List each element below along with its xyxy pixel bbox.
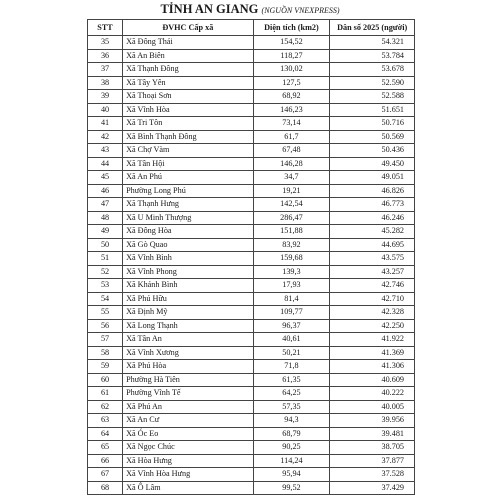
cell-stt: 54 [88,292,123,306]
cell-area: 118,27 [253,49,330,63]
cell-population: 40.609 [330,373,415,387]
cell-area: 64,25 [253,387,330,401]
cell-area: 81,4 [253,292,330,306]
table-row [88,441,415,455]
cell-area: 57,35 [253,400,330,414]
table-row [88,63,415,77]
cell-area: 127,5 [253,76,330,90]
cell-commune: Xã Óc Eo [123,427,253,441]
cell-stt: 51 [88,252,123,266]
table-row [88,346,415,360]
cell-commune: Xã Tân Hội [123,157,253,171]
cell-commune: Xã Long Thạnh [123,319,253,333]
table-row [88,144,415,158]
cell-commune: Xã An Cư [123,414,253,428]
cell-stt: 52 [88,265,123,279]
table-row [88,171,415,185]
cell-population: 46.773 [330,198,415,212]
table-row [88,117,415,131]
cell-population: 37.877 [330,454,415,468]
cell-area: 61,7 [253,130,330,144]
document-title: TỈNH AN GIANG [160,2,259,16]
table-row [88,360,415,374]
table-row [88,414,415,428]
cell-stt: 57 [88,333,123,347]
cell-stt: 48 [88,211,123,225]
cell-commune: Xã Thạnh Đông [123,63,253,77]
cell-commune: Xã Ngọc Chúc [123,441,253,455]
cell-area: 50,21 [253,346,330,360]
cell-stt: 59 [88,360,123,374]
cell-population: 45.282 [330,225,415,239]
cell-population: 42.746 [330,279,415,293]
cell-area: 71,8 [253,360,330,374]
table-row [88,265,415,279]
cell-area: 146,28 [253,157,330,171]
cell-area: 142,54 [253,198,330,212]
cell-commune: Xã Ô Lâm [123,481,253,495]
cell-commune: Xã Vĩnh Phong [123,265,253,279]
cell-stt: 67 [88,468,123,482]
cell-stt: 65 [88,441,123,455]
table-row [88,306,415,320]
table-header-row [88,20,415,36]
cell-commune: Xã Tây Yên [123,76,253,90]
cell-stt: 61 [88,387,123,401]
table-row [88,198,415,212]
cell-population: 40.222 [330,387,415,401]
cell-commune: Xã Thoại Sơn [123,90,253,104]
cell-area: 109,77 [253,306,330,320]
cell-stt: 43 [88,144,123,158]
cell-stt: 63 [88,414,123,428]
cell-commune: Xã Chợ Vàm [123,144,253,158]
cell-population: 40.005 [330,400,415,414]
table-row [88,252,415,266]
cell-area: 146,23 [253,103,330,117]
header-population: Dân số 2025 (người) [330,20,415,36]
cell-area: 130,02 [253,63,330,77]
cell-commune: Xã Đông Thái [123,36,253,50]
cell-population: 42.250 [330,319,415,333]
table-row [88,427,415,441]
cell-stt: 66 [88,454,123,468]
table-row [88,225,415,239]
cell-commune: Phường Hà Tiên [123,373,253,387]
cell-area: 95,94 [253,468,330,482]
cell-population: 49.450 [330,157,415,171]
table-row [88,387,415,401]
table-row [88,90,415,104]
cell-commune: Phường Vĩnh Tế [123,387,253,401]
table-row [88,76,415,90]
cell-commune: Xã Tân An [123,333,253,347]
cell-commune: Xã Hòa Hưng [123,454,253,468]
cell-population: 41.306 [330,360,415,374]
cell-stt: 45 [88,171,123,185]
cell-area: 61,35 [253,373,330,387]
document-source: (NGUỒN VNEXPRESS) [261,6,340,15]
cell-population: 50.436 [330,144,415,158]
cell-commune: Xã Đông Hòa [123,225,253,239]
table-row [88,292,415,306]
table-row [88,36,415,50]
cell-commune: Xã Vĩnh Xương [123,346,253,360]
cell-commune: Xã Gò Quao [123,238,253,252]
cell-population: 53.678 [330,63,415,77]
cell-area: 67,48 [253,144,330,158]
cell-commune: Xã Vĩnh Bình [123,252,253,266]
header-area: Diện tích (km2) [253,20,330,36]
cell-population: 41.369 [330,346,415,360]
cell-area: 68,92 [253,90,330,104]
table-row [88,481,415,495]
table-row [88,400,415,414]
cell-stt: 47 [88,198,123,212]
cell-population: 44.695 [330,238,415,252]
cell-stt: 49 [88,225,123,239]
cell-population: 43.257 [330,265,415,279]
cell-population: 52.590 [330,76,415,90]
table-row [88,157,415,171]
cell-population: 41.922 [330,333,415,347]
cell-population: 39.956 [330,414,415,428]
cell-population: 52.588 [330,90,415,104]
table-row [88,211,415,225]
cell-stt: 46 [88,184,123,198]
cell-commune: Xã Tri Tôn [123,117,253,131]
table-row [88,373,415,387]
cell-area: 19,21 [253,184,330,198]
cell-area: 96,37 [253,319,330,333]
cell-stt: 41 [88,117,123,131]
cell-area: 286,47 [253,211,330,225]
cell-area: 68,79 [253,427,330,441]
table-body [88,36,415,495]
cell-area: 40,61 [253,333,330,347]
cell-commune: Xã Bình Thạnh Đông [123,130,253,144]
cell-stt: 39 [88,90,123,104]
cell-area: 154,52 [253,36,330,50]
cell-commune: Xã U Minh Thượng [123,211,253,225]
cell-area: 83,92 [253,238,330,252]
cell-population: 51.651 [330,103,415,117]
header-commune: ĐVHC Cấp xã [123,20,253,36]
cell-area: 99,52 [253,481,330,495]
cell-population: 37.528 [330,468,415,482]
cell-stt: 36 [88,49,123,63]
cell-stt: 60 [88,373,123,387]
table-row [88,333,415,347]
cell-population: 54.321 [330,36,415,50]
cell-commune: Xã Khánh Bình [123,279,253,293]
cell-population: 50.716 [330,117,415,131]
cell-commune: Xã An Biên [123,49,253,63]
cell-stt: 35 [88,36,123,50]
table-row [88,319,415,333]
cell-area: 90,25 [253,441,330,455]
cell-stt: 55 [88,306,123,320]
cell-stt: 53 [88,279,123,293]
cell-population: 43.575 [330,252,415,266]
cell-stt: 68 [88,481,123,495]
cell-stt: 40 [88,103,123,117]
table-row [88,49,415,63]
table-row [88,103,415,117]
cell-population: 46.826 [330,184,415,198]
table-row [88,238,415,252]
table-row [88,184,415,198]
cell-area: 17,93 [253,279,330,293]
table-row [88,468,415,482]
cell-commune: Xã An Phú [123,171,253,185]
cell-area: 159,68 [253,252,330,266]
cell-stt: 37 [88,63,123,77]
cell-commune: Xã Phú Hữu [123,292,253,306]
cell-stt: 44 [88,157,123,171]
table-row [88,454,415,468]
cell-commune: Xã Thạnh Hưng [123,198,253,212]
cell-stt: 62 [88,400,123,414]
cell-population: 38.705 [330,441,415,455]
cell-stt: 64 [88,427,123,441]
cell-population: 37.429 [330,481,415,495]
cell-commune: Xã Phú Hòa [123,360,253,374]
cell-population: 53.784 [330,49,415,63]
cell-area: 151,88 [253,225,330,239]
header-stt: STT [88,20,123,36]
cell-stt: 58 [88,346,123,360]
table-row [88,130,415,144]
cell-area: 73,14 [253,117,330,131]
cell-commune: Xã Phú An [123,400,253,414]
cell-population: 46.246 [330,211,415,225]
cell-commune: Xã Vĩnh Hòa Hưng [123,468,253,482]
cell-area: 139,3 [253,265,330,279]
document-title-block [0,2,500,18]
cell-population: 50.569 [330,130,415,144]
cell-area: 34,7 [253,171,330,185]
cell-population: 42.328 [330,306,415,320]
population-table [87,19,415,495]
cell-stt: 56 [88,319,123,333]
cell-population: 49.051 [330,171,415,185]
cell-population: 42.710 [330,292,415,306]
cell-stt: 50 [88,238,123,252]
cell-commune: Xã Định Mỹ [123,306,253,320]
cell-area: 94,3 [253,414,330,428]
cell-commune: Xã Vĩnh Hòa [123,103,253,117]
cell-population: 39.481 [330,427,415,441]
cell-stt: 42 [88,130,123,144]
cell-area: 114,24 [253,454,330,468]
cell-stt: 38 [88,76,123,90]
cell-commune: Phường Long Phú [123,184,253,198]
table-row [88,279,415,293]
